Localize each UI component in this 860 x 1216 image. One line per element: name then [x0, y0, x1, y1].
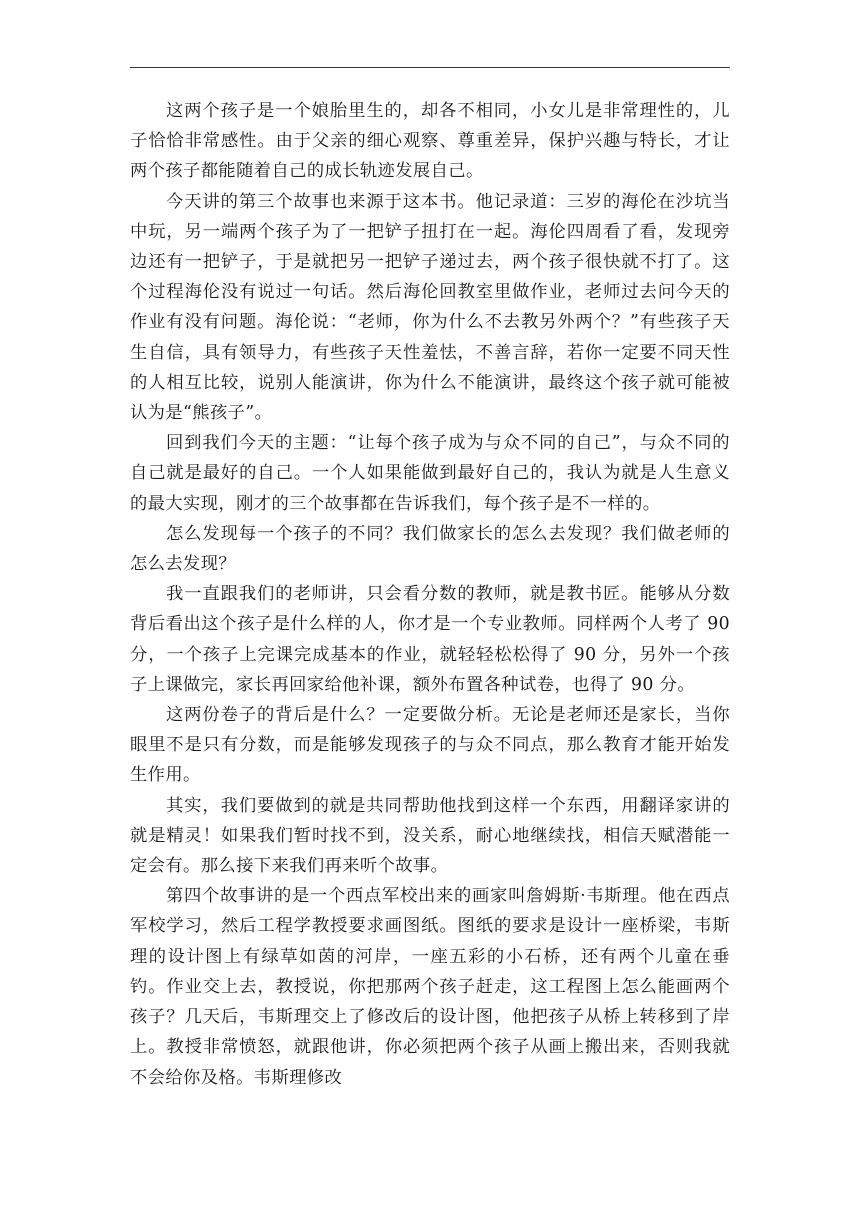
paragraph: 其实，我们要做到的就是共同帮助他找到这样一个东西，用翻译家讲的就是精灵！如果我们暂时找不到，没关系，耐心地继续找，相信天赋潜能一定会有。那么接下来我们再来听个故事。 [130, 795, 730, 877]
paragraph: 这两个孩子是一个娘胎里生的，却各不相同，小女儿是非常理性的，儿子恰恰非常感性。由于父亲的细心观察、尊重差异，保护兴趣与特长，才让两个孩子都能随着自己的成长轨迹发展自己。 [130, 101, 730, 182]
paragraph: 我一直跟我们的老师讲，只会看分数的教师，就是教书匠。能够从分数背后看出这个孩子是什么样的人，你才是一个专业教师。同样两个人考了 90 分，一个孩子上完课完成基本的作业，就轻轻松松得了 90 分，另外一个孩子上课做完，家长再回家给他补课，额外布置各种试卷，也得了 90 分。 [130, 584, 730, 695]
header-rule [130, 67, 730, 68]
paragraph: 第四个故事讲的是一个西点军校出来的画家叫詹姆斯·韦斯理。他在西点军校学习，然后工程学教授要求画图纸。图纸的要求是设计一座桥梁，韦斯理的设计图上有绿草如茵的河岸，一座五彩的小石桥，还有两个儿童在垂钓。作业交上去，教授说，你把那两个孩子赶走，这工程图上怎么能画两个孩子？几天后，韦斯理交上了修改后的设计图，他把孩子从桥上转移到了岸上。教授非常愤怒，就跟他讲，你必须把两个孩子从画上搬出来，否则我就不会给你及格。韦斯理修改 [130, 886, 730, 1088]
paragraph: 这两份卷子的背后是什么？一定要做分析。无论是老师还是家长，当你眼里不是只有分数，而是能够发现孩子的与众不同点，那么教育才能开始发生作用。 [130, 705, 730, 786]
paragraph: 回到我们今天的主题：“让每个孩子成为与众不同的自己”，与众不同的自己就是最好的自己。一个人如果能做到最好自己的，我认为就是人生意义的最大实现，刚才的三个故事都在告诉我们，每个孩子是不一样的。 [130, 433, 730, 514]
paragraph: 今天讲的第三个故事也来源于这本书。他记录道：三岁的海伦在沙坑当中玩，另一端两个孩子为了一把铲子扭打在一起。海伦四周看了看，发现旁边还有一把铲子，于是就把另一把铲子递过去，两个孩子很快就不打了。这个过程海伦没有说过一句话。然后海伦回教室里做作业，老师过去问今天的作业有没有问题。海伦说：“老师，你为什么不去教另外两个？”有些孩子天生自信，具有领导力，有些孩子天性羞怯，不善言辞，若你一定要不同天性的人相互比较，说别人能演讲，你为什么不能演讲，最终这个孩子就可能被认为是“熊孩子”。 [130, 191, 730, 424]
paragraph: 怎么发现每一个孩子的不同？我们做家长的怎么去发现？我们做老师的怎么去发现？ [130, 523, 730, 575]
document-body [130, 96, 730, 1093]
